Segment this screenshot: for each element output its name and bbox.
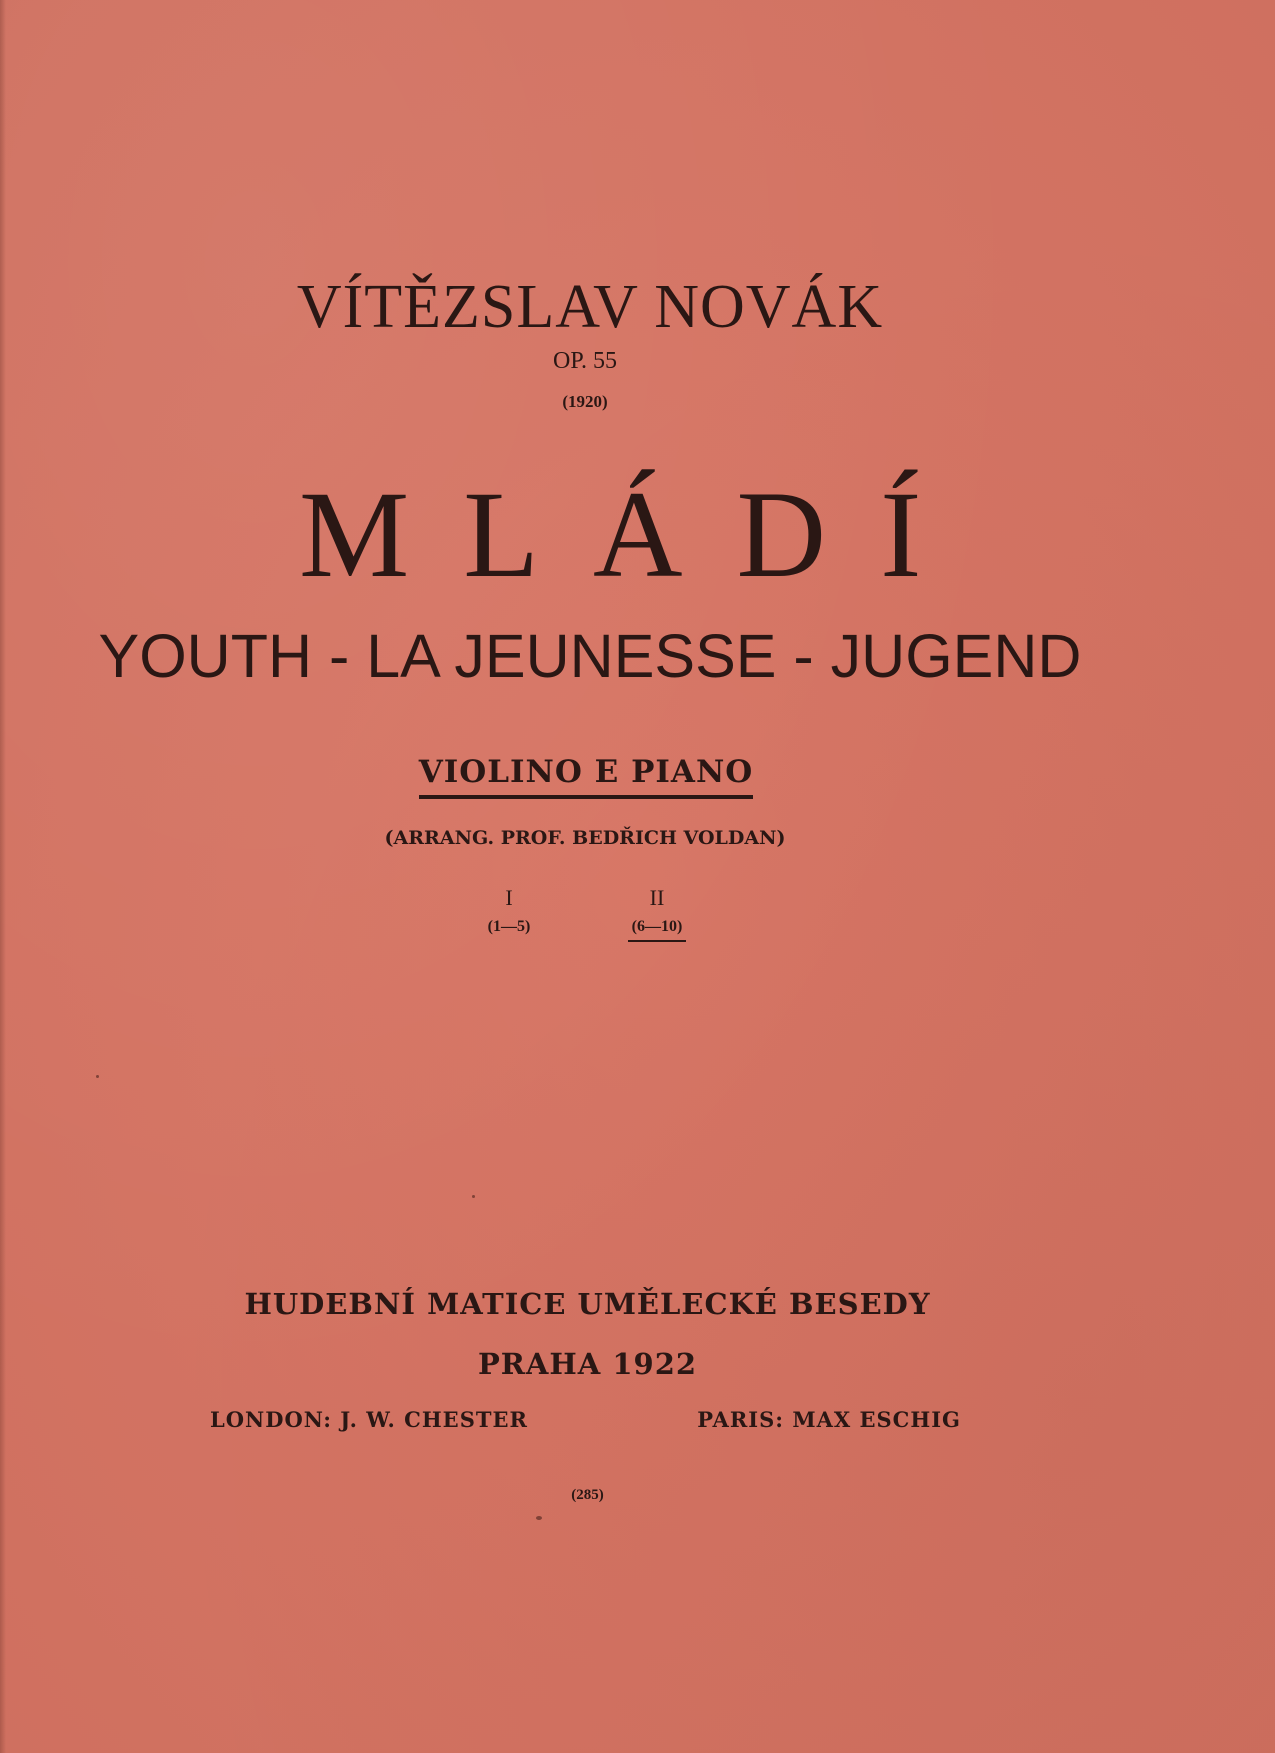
composer-name: VÍTĚZSLAV NOVÁK [296,273,884,341]
volume-2-number: II [649,885,665,910]
instrumentation-block [406,752,766,799]
edition-number: (285) [571,1487,604,1503]
work-title: MLÁDÍ [299,466,976,603]
instrumentation: VIOLINO E PIANO [419,752,754,799]
london-agent: LONDON: J. W. CHESTER [210,1407,528,1432]
ink-speck [536,1516,542,1520]
publisher-name: HUDEBNÍ MATICE UMĚLECKÉ BESEDY [244,1287,931,1321]
opus-number: OP. 55 [552,348,618,374]
work-subtitle: YOUTH - LA JEUNESSE - JUGEND [98,622,1082,690]
volume-2-range-selected: (6—10) [628,917,687,942]
arrangement-credit: (ARRANG. PROF. BEDŘICH VOLDAN) [384,827,786,849]
foreign-agents [210,1405,965,1435]
ink-speck [472,1195,475,1198]
volume-1 [478,885,540,937]
paper-edge-shadow [0,0,6,1753]
composition-year: (1920) [562,392,608,411]
ink-speck [96,1075,99,1078]
volume-1-range: (1—5) [487,918,531,935]
paris-agent: PARIS: MAX ESCHIG [697,1407,961,1432]
volume-1-number: I [505,885,513,910]
volume-2 [617,885,697,942]
publication-place-year: PRAHA 1922 [477,1347,698,1381]
